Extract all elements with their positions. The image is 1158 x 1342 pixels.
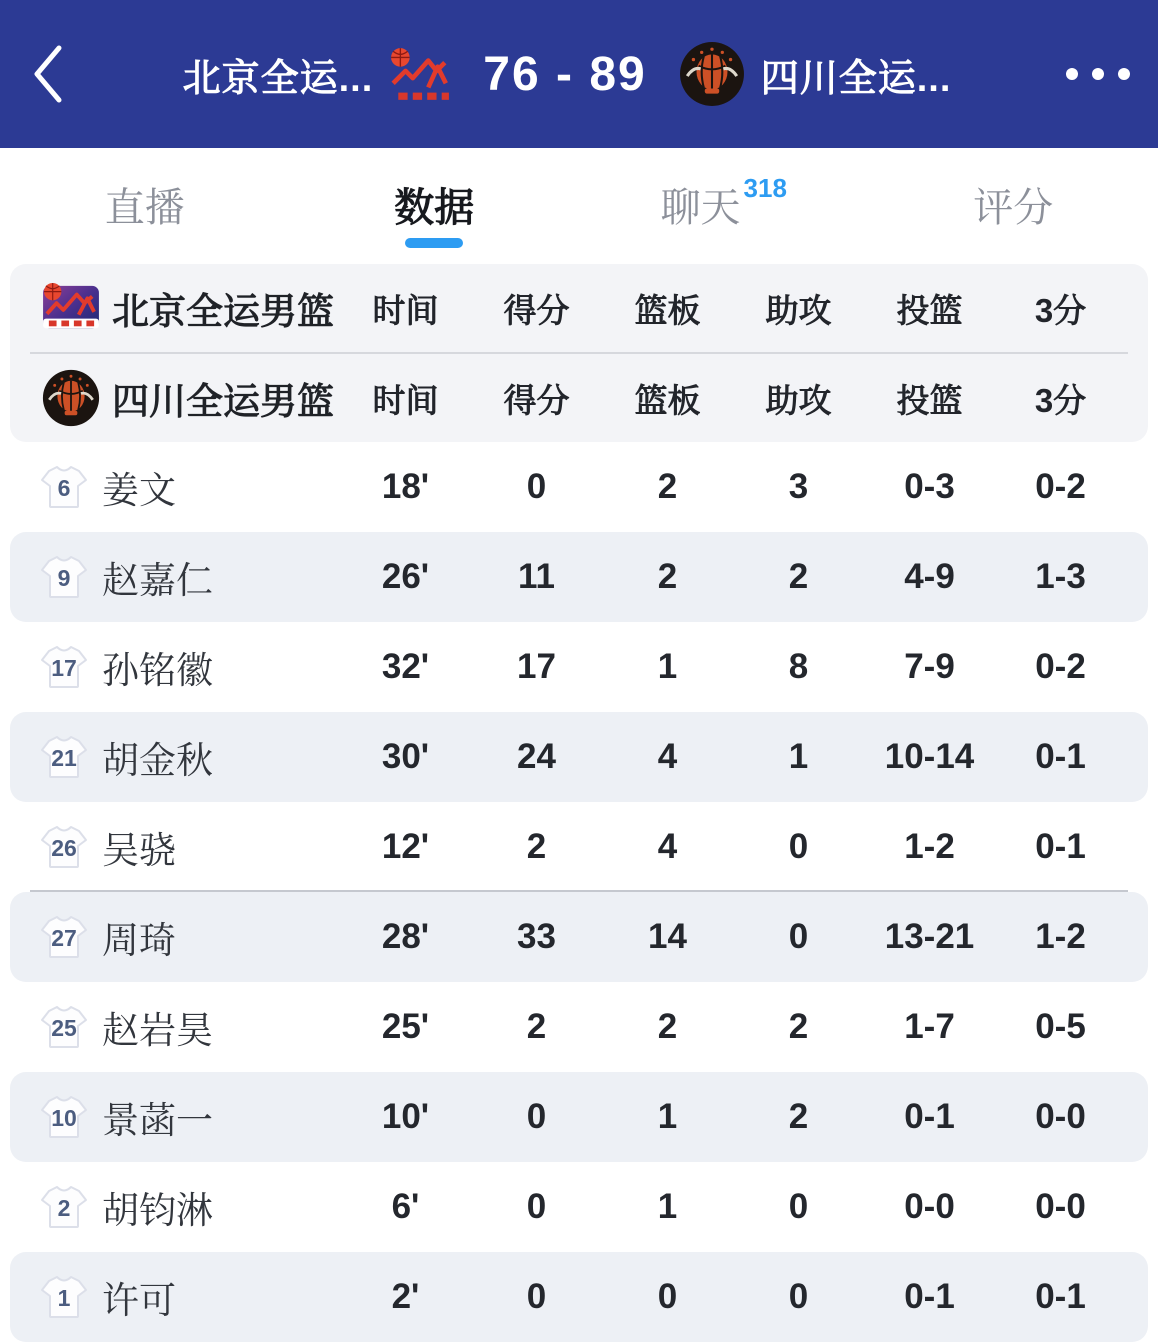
jersey-number-icon [0, 1005, 100, 1049]
ellipsis-icon [1118, 68, 1130, 80]
stat-3pt: 0-0 [995, 1097, 1126, 1137]
stat-assists: 1 [733, 737, 864, 777]
more-options-button[interactable] [1038, 68, 1158, 80]
stat-minutes: 32' [340, 647, 471, 687]
col-header-rebounds: 篮板 [602, 285, 733, 332]
stat-3pt: 0-2 [995, 647, 1126, 687]
stat-fg: 0-1 [864, 1097, 995, 1137]
stat-3pt: 1-2 [995, 917, 1126, 957]
scoreboard [96, 41, 1038, 107]
player-name: 胡钧淋 [100, 1180, 340, 1234]
svg-text:25: 25 [51, 1015, 77, 1041]
player-name: 许可 [100, 1270, 340, 1324]
jersey-number-icon [10, 735, 100, 779]
tab-chat[interactable] [579, 148, 869, 260]
table-row[interactable] [0, 1162, 1158, 1252]
table-row[interactable] [0, 982, 1158, 1072]
tab-label: 聊天 [661, 176, 741, 233]
col-header-points: 得分 [471, 375, 602, 422]
tab-rating[interactable] [869, 148, 1158, 260]
sichuan-team-logo-icon [10, 369, 100, 427]
stat-assists: 8 [733, 647, 864, 687]
jersey-number-icon [0, 1185, 100, 1229]
stat-minutes: 2' [340, 1277, 471, 1317]
chevron-left-icon [31, 43, 65, 105]
col-header-assists: 助攻 [733, 285, 864, 332]
stat-assists: 2 [733, 1097, 864, 1137]
stat-fg: 10-14 [864, 737, 995, 777]
team-header-block [10, 264, 1148, 442]
stat-points: 2 [471, 1007, 602, 1047]
player-name: 景菡一 [100, 1090, 340, 1144]
tab-live[interactable] [0, 148, 290, 260]
tab-label: 直播 [105, 176, 185, 233]
match-header [0, 0, 1158, 148]
table-row[interactable] [10, 532, 1148, 622]
stat-points: 0 [471, 1097, 602, 1137]
stat-points: 17 [471, 647, 602, 687]
jersey-number-icon [0, 645, 100, 689]
col-header-3pt: 3分 [995, 285, 1126, 332]
col-header-fg: 投篮 [864, 285, 995, 332]
stat-minutes: 26' [340, 557, 471, 597]
beijing-team-logo-icon [389, 45, 451, 103]
svg-text:17: 17 [51, 655, 77, 681]
sichuan-team-logo-icon [679, 41, 745, 107]
player-rows [0, 442, 1158, 1342]
stat-points: 0 [471, 1277, 602, 1317]
stat-points: 0 [471, 1187, 602, 1227]
active-tab-indicator [405, 238, 463, 248]
player-name: 周琦 [100, 910, 340, 964]
col-header-points: 得分 [471, 285, 602, 332]
jersey-number-icon [10, 555, 100, 599]
col-header-time: 时间 [340, 375, 471, 422]
tab-bar [0, 148, 1158, 260]
chat-count-badge: 318 [744, 173, 787, 204]
table-row[interactable] [10, 892, 1148, 982]
stat-minutes: 28' [340, 917, 471, 957]
col-header-assists: 助攻 [733, 375, 864, 422]
stat-fg: 1-7 [864, 1007, 995, 1047]
stat-minutes: 18' [340, 467, 471, 507]
team-name: 四川全运男篮 [100, 371, 340, 425]
jersey-number-icon [0, 825, 100, 869]
stat-fg: 0-3 [864, 467, 995, 507]
svg-text:9: 9 [58, 565, 71, 591]
stat-fg: 1-2 [864, 827, 995, 867]
stat-assists: 2 [733, 557, 864, 597]
stat-rebounds: 1 [602, 647, 733, 687]
stat-rebounds: 1 [602, 1187, 733, 1227]
tab-label: 评分 [973, 176, 1053, 233]
stat-rebounds: 4 [602, 737, 733, 777]
tab-data[interactable] [290, 148, 580, 260]
jersey-number-icon [10, 1275, 100, 1319]
stat-minutes: 12' [340, 827, 471, 867]
team-header-row-beijing [10, 264, 1148, 352]
stat-3pt: 0-1 [995, 1277, 1126, 1317]
stat-points: 0 [471, 467, 602, 507]
stat-points: 24 [471, 737, 602, 777]
stat-fg: 4-9 [864, 557, 995, 597]
col-header-rebounds: 篮板 [602, 375, 733, 422]
stat-rebounds: 2 [602, 1007, 733, 1047]
stat-rebounds: 1 [602, 1097, 733, 1137]
stat-3pt: 0-1 [995, 737, 1126, 777]
stat-assists: 3 [733, 467, 864, 507]
table-row[interactable] [10, 712, 1148, 802]
stat-minutes: 30' [340, 737, 471, 777]
svg-text:2: 2 [58, 1195, 71, 1221]
svg-text:6: 6 [58, 475, 71, 501]
tab-label: 数据 [394, 176, 474, 233]
ellipsis-icon [1092, 68, 1104, 80]
team-name: 北京全运男篮 [100, 281, 340, 335]
home-team-name: 北京全运... [183, 47, 374, 102]
stat-rebounds: 2 [602, 557, 733, 597]
table-row[interactable] [0, 802, 1158, 892]
jersey-number-icon [0, 465, 100, 509]
col-header-fg: 投篮 [864, 375, 995, 422]
stat-assists: 2 [733, 1007, 864, 1047]
col-header-3pt: 3分 [995, 375, 1126, 422]
stat-assists: 0 [733, 1187, 864, 1227]
stat-fg: 7-9 [864, 647, 995, 687]
svg-text:27: 27 [51, 925, 77, 951]
player-name: 吴骁 [100, 820, 340, 874]
svg-text:10: 10 [51, 1105, 77, 1131]
stat-points: 33 [471, 917, 602, 957]
stat-rebounds: 4 [602, 827, 733, 867]
player-name: 赵岩昊 [100, 1000, 340, 1054]
player-name: 孙铭徽 [100, 640, 340, 694]
stat-minutes: 6' [340, 1187, 471, 1227]
table-row[interactable] [10, 1072, 1148, 1162]
stat-3pt: 0-5 [995, 1007, 1126, 1047]
stat-rebounds: 0 [602, 1277, 733, 1317]
svg-text:21: 21 [51, 745, 77, 771]
player-name: 姜文 [100, 460, 340, 514]
jersey-number-icon [10, 915, 100, 959]
stat-points: 2 [471, 827, 602, 867]
stats-table [0, 264, 1158, 1342]
team-header-row-sichuan [10, 354, 1148, 442]
beijing-team-logo-icon [10, 282, 100, 334]
stat-assists: 0 [733, 827, 864, 867]
table-row[interactable] [10, 1252, 1148, 1342]
stat-3pt: 0-0 [995, 1187, 1126, 1227]
away-team-name: 四川全运... [761, 47, 952, 102]
player-name: 赵嘉仁 [100, 550, 340, 604]
table-row[interactable] [0, 442, 1158, 532]
match-score: 76 - 89 [483, 47, 646, 102]
stat-fg: 0-0 [864, 1187, 995, 1227]
stat-points: 11 [471, 557, 602, 597]
ellipsis-icon [1066, 68, 1078, 80]
col-header-time: 时间 [340, 285, 471, 332]
stat-rebounds: 14 [602, 917, 733, 957]
back-button[interactable] [0, 43, 96, 105]
jersey-number-icon [10, 1095, 100, 1139]
stat-fg: 13-21 [864, 917, 995, 957]
stat-minutes: 10' [340, 1097, 471, 1137]
svg-text:1: 1 [58, 1285, 71, 1311]
stat-3pt: 0-2 [995, 467, 1126, 507]
stat-fg: 0-1 [864, 1277, 995, 1317]
stat-assists: 0 [733, 917, 864, 957]
svg-text:26: 26 [51, 835, 77, 861]
stat-rebounds: 2 [602, 467, 733, 507]
stat-minutes: 25' [340, 1007, 471, 1047]
stat-3pt: 0-1 [995, 827, 1126, 867]
table-row[interactable] [0, 622, 1158, 712]
player-name: 胡金秋 [100, 730, 340, 784]
stat-assists: 0 [733, 1277, 864, 1317]
stat-3pt: 1-3 [995, 557, 1126, 597]
